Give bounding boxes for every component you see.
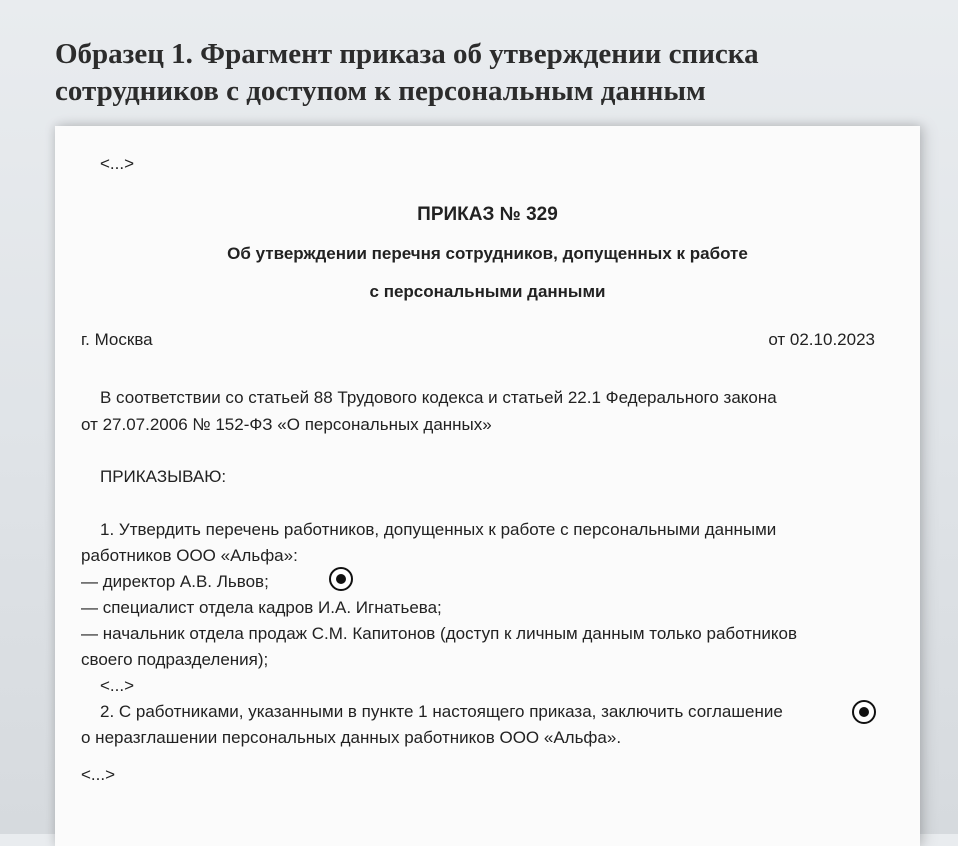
order-subject-line-1: Об утверждении перечня сотрудников, допущенных к работе bbox=[227, 244, 748, 263]
list-item-hr-specialist: — специалист отдела кадров И.А. Игнатьева; bbox=[81, 598, 442, 617]
document-sheet bbox=[55, 126, 920, 846]
ellipsis-top: <...> bbox=[100, 154, 135, 173]
item-2-line-1: 2. С работниками, указанными в пункте 1 настоящего приказа, заключить соглашение bbox=[100, 702, 783, 721]
order-title: ПРИКАЗ № 329 bbox=[417, 204, 558, 225]
item-1-line-1: 1. Утвердить перечень работников, допущенных к работе с персональными данными bbox=[100, 520, 777, 539]
page-heading bbox=[55, 36, 935, 110]
item-2-line-2: о неразглашении персональных данных работников ООО «Альфа». bbox=[81, 728, 622, 747]
heading-line-1: Образец 1. Фрагмент приказа об утверждении списка bbox=[55, 38, 759, 70]
heading-line-2: сотрудников с доступом к персональным данным bbox=[55, 75, 706, 107]
order-subject-line-2: с персональными данными bbox=[369, 282, 606, 301]
preamble-line-2: от 27.07.2006 № 152-ФЗ «О персональных данных» bbox=[81, 415, 492, 434]
order-date: от 02.10.2023 bbox=[768, 330, 875, 349]
item-1-line-2: работников ООО «Альфа»: bbox=[81, 546, 298, 565]
order-word: ПРИКАЗЫВАЮ: bbox=[100, 467, 227, 486]
preamble-line-1: В соответствии со статьей 88 Трудового кодекса и статьей 22.1 Федерального закона bbox=[100, 388, 777, 407]
ellipsis-middle: <...> bbox=[100, 676, 135, 695]
callout-marker-1 bbox=[329, 567, 353, 591]
ellipsis-bottom: <...> bbox=[81, 765, 116, 784]
list-item-sales-head-cont: своего подразделения); bbox=[81, 650, 269, 669]
city: г. Москва bbox=[81, 330, 153, 349]
list-item-sales-head: — начальник отдела продаж С.М. Капитонов (доступ к личным данным только работников bbox=[81, 624, 798, 643]
list-item-director: — директор А.В. Львов; bbox=[81, 572, 269, 591]
callout-marker-2 bbox=[852, 700, 876, 724]
